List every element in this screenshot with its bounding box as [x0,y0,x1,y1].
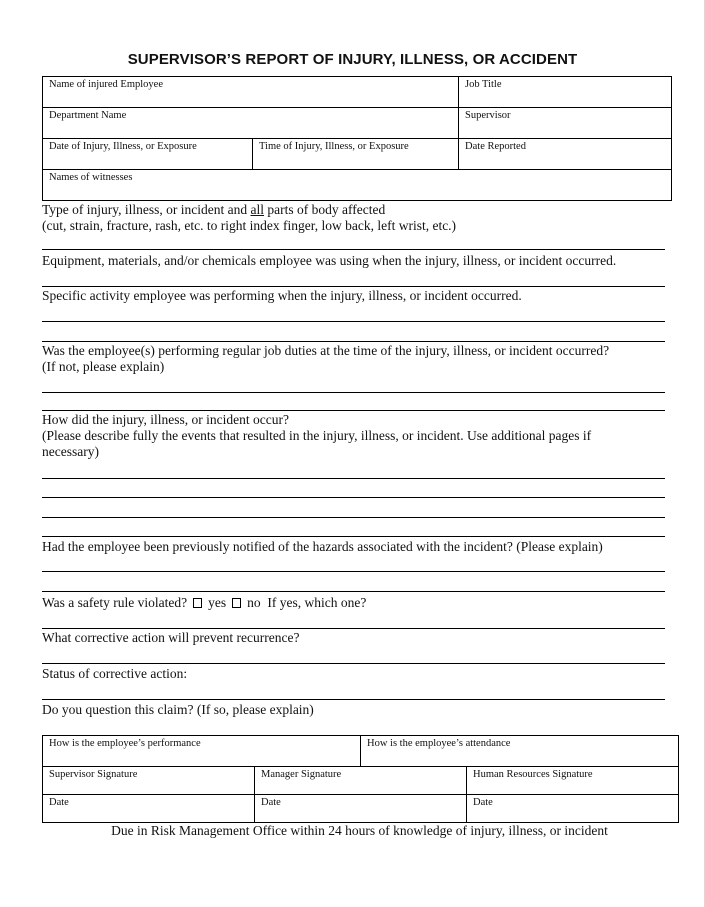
manager-date-label: Date [261,797,281,808]
yes-label: yes [208,595,227,610]
how-occur-hint-1: (Please describe fully the events that resulted in the injury, illness, or incident. Use additional pages if [42,428,592,443]
manager-signature-field[interactable] [255,767,467,795]
hr-date-label: Date [473,797,493,808]
type-of-injury-text-b: parts of body affected [264,202,386,217]
form-title: SUPERVISOR’S REPORT OF INJURY, ILLNESS, OR ACCIDENT [127,51,578,68]
injured-employee-label: Name of injured Employee [49,79,164,90]
hr-date-field[interactable] [467,795,679,823]
performance-label: How is the employee’s performance [49,738,201,749]
yes-checkbox[interactable] [193,598,202,608]
supervisor-field[interactable] [459,108,672,139]
attendance-label: How is the employee’s attendance [367,738,511,749]
how-occur-answer-line-4[interactable] [42,536,665,537]
supervisor-label: Supervisor [465,110,511,121]
type-of-injury-text-a: Type of injury, illness, or incident and [42,202,251,217]
job-title-field[interactable] [459,77,672,108]
corrective-action-answer-line[interactable] [42,663,665,664]
how-occur-question: How did the injury, illness, or incident occur? [42,412,289,427]
type-of-injury-hint: (cut, strain, fracture, rash, etc. to right index finger, low back, left wrist, etc.) [42,218,457,233]
supervisor-date-field[interactable] [43,795,255,823]
time-of-injury-label: Time of Injury, Illness, or Exposure [259,141,409,152]
how-occur-answer-line-2[interactable] [42,497,665,498]
notified-answer-line-2[interactable] [42,591,665,592]
activity-answer-line-1[interactable] [42,321,665,322]
type-of-injury-question [42,202,385,218]
witnesses-field[interactable] [43,170,672,201]
date-reported-label: Date Reported [465,141,526,152]
regular-duties-hint: (If not, please explain) [42,359,165,374]
footer-note: Due in Risk Management Office within 24 hours of knowledge of injury, illness, or incident [111,823,608,838]
hr-signature-label: Human Resources Signature [473,769,593,780]
department-field[interactable] [43,108,459,139]
question-claim-question: Do you question this claim? (If so, please explain) [42,702,314,717]
how-occur-answer-line-1[interactable] [42,478,665,479]
safety-rule-question [42,595,366,611]
regular-duties-question: Was the employee(s) performing regular job duties at the time of the injury, illness, or incident occurred? [42,343,610,358]
signature-table [42,735,679,823]
hr-signature-field[interactable] [467,767,679,795]
status-question: Status of corrective action: [42,666,188,681]
manager-signature-label: Manager Signature [261,769,342,780]
safety-rule-which-text: If yes, which one? [267,595,367,610]
no-checkbox[interactable] [232,598,241,608]
notified-answer-line-1[interactable] [42,571,665,572]
supervisor-date-label: Date [49,797,69,808]
equipment-answer-line[interactable] [42,286,665,287]
safety-rule-text: Was a safety rule violated? [42,595,188,610]
type-of-injury-emphasis: all [250,202,265,217]
supervisor-signature-field[interactable] [43,767,255,795]
no-label: no [247,595,261,610]
date-of-injury-field[interactable] [43,139,253,170]
injured-employee-field[interactable] [43,77,459,108]
how-occur-answer-line-3[interactable] [42,517,665,518]
job-title-label: Job Title [465,79,502,90]
department-label: Department Name [49,110,127,121]
performance-field[interactable] [43,736,361,767]
status-answer-line[interactable] [42,699,665,700]
activity-answer-line-2[interactable] [42,341,665,342]
corrective-action-question: What corrective action will prevent recurrence? [42,630,300,645]
supervisor-signature-label: Supervisor Signature [49,769,138,780]
how-occur-hint-2: necessary) [42,444,99,459]
employee-info-table [42,76,672,201]
date-reported-field[interactable] [459,139,672,170]
witnesses-label: Names of witnesses [49,172,133,183]
date-of-injury-label: Date of Injury, Illness, or Exposure [49,141,197,152]
safety-rule-answer-line[interactable] [42,628,665,629]
type-of-injury-answer-line[interactable] [42,249,665,250]
regular-duties-answer-line-1[interactable] [42,392,665,393]
equipment-question: Equipment, materials, and/or chemicals employee was using when the injury, illness, or incident occurred. [42,253,617,268]
attendance-field[interactable] [361,736,679,767]
activity-question: Specific activity employee was performing when the injury, illness, or incident occurred. [42,288,522,303]
regular-duties-answer-line-2[interactable] [42,410,665,411]
time-of-injury-field[interactable] [253,139,459,170]
notified-question: Had the employee been previously notified of the hazards associated with the incident? (Please explain) [42,539,603,554]
manager-date-field[interactable] [255,795,467,823]
